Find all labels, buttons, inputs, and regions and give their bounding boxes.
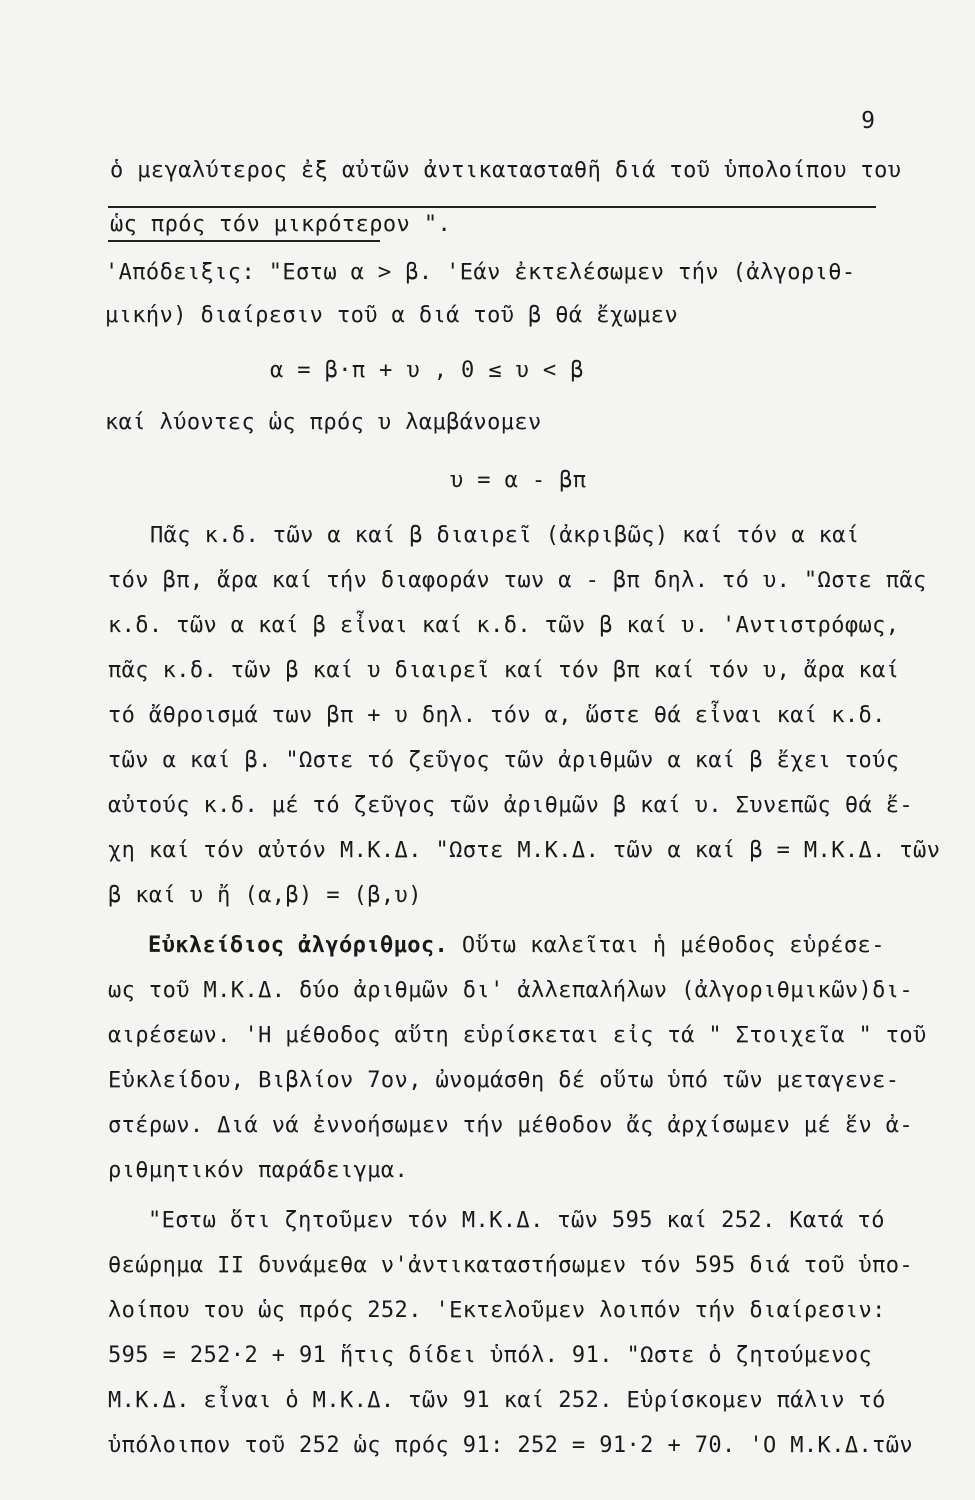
text-line: "Εστω ὅτι ζητοῦμεν τόν Μ.Κ.Δ. τῶν 595 καί 252. Κατά τό bbox=[148, 1208, 885, 1233]
text-line: ὡς πρός τόν μικρότερον ". bbox=[110, 212, 452, 237]
text-line: κ.δ. τῶν α καί β εἶναι καί κ.δ. τῶν β καί υ. 'Αντιστρόφως, bbox=[108, 613, 900, 638]
equation-remainder: υ = α - βπ bbox=[450, 468, 587, 493]
text-line: ὁ μεγαλύτερος ἐξ αὐτῶν ἀντικατασταθῆ διά τοῦ ὑπολοίπου του bbox=[110, 158, 902, 183]
text-line: αιρέσεων. 'Η μέθοδος αὕτη εὑρίσκεται εἰς τά " Στοιχεῖα " τοῦ bbox=[108, 1023, 927, 1048]
text-line: ως τοῦ Μ.Κ.Δ. δύο ἀριθμῶν δι' ἀλλεπαλήλων (ἀλγοριθμικῶν)δι- bbox=[108, 978, 914, 1003]
text-line: θεώρημα ΙΙ δυνάμεθα ν'ἀντικαταστήσωμεν τόν 595 διά τοῦ ὑπο- bbox=[108, 1253, 914, 1278]
text-line: χη καί τόν αὐτόν Μ.Κ.Δ. "Ωστε Μ.Κ.Δ. τῶν α καί β = Μ.Κ.Δ. τῶν bbox=[108, 838, 941, 863]
underline-rule bbox=[108, 240, 380, 242]
text-line: 595 = 252·2 + 91 ἥτις δίδει ὑπόλ. 91. "Ωστε ὁ ζητούμενος bbox=[108, 1343, 873, 1368]
text-line: στέρων. Διά νά ἐννοήσωμεν τήν μέθοδον ἄς ἀρχίσωμεν μέ ἕν ἀ- bbox=[108, 1113, 914, 1138]
text-line: καί λύοντες ὡς πρός υ λαμβάνομεν bbox=[105, 410, 542, 435]
section-heading: Εὐκλείδιος ἀλγόριθμος. bbox=[148, 933, 449, 958]
text-line: τόν βπ, ἄρα καί τήν διαφοράν των α - βπ δηλ. τό υ. "Ωστε πᾶς bbox=[108, 568, 927, 593]
text-line: τό ἄθροισμά των βπ + υ δηλ. τόν α, ὥστε θά εἶναι καί κ.δ. bbox=[108, 703, 886, 728]
text-line: ὑπόλοιπον τοῦ 252 ὡς πρός 91: 252 = 91·2 + 70. 'Ο Μ.Κ.Δ.τῶν bbox=[108, 1433, 914, 1458]
text-line: 'Απόδειξις: "Εστω α > β. 'Εάν ἐκτελέσωμεν τήν (ἀλγοριθ- bbox=[105, 260, 856, 285]
text-line: Εὐκλείδου, Βιβλίον 7ον, ὠνομάσθη δέ οὕτω ὑπό τῶν μεταγενε- bbox=[108, 1068, 900, 1093]
text-line: Πᾶς κ.δ. τῶν α καί β διαιρεῖ (ἀκριβῶς) καί τόν α καί bbox=[150, 523, 860, 548]
text-line: ριθμητικόν παράδειγμα. bbox=[108, 1158, 409, 1183]
text-line: μικήν) διαίρεσιν τοῦ α διά τοῦ β θά ἔχωμεν bbox=[105, 303, 679, 328]
text-line: τῶν α καί β. "Ωστε τό ζεῦγος τῶν ἀριθμῶν α καί β ἔχει τούς bbox=[108, 748, 900, 773]
equation-division: α = β·π + υ , 0 ≤ υ < β bbox=[270, 358, 584, 383]
page-number: 9 bbox=[861, 108, 875, 134]
underline-rule bbox=[108, 206, 876, 208]
text-line: β καί υ ἤ (α,β) = (β,υ) bbox=[108, 883, 422, 908]
text-line: λοίπου του ὡς πρός 252. 'Εκτελοῦμεν λοιπόν τήν διαίρεσιν: bbox=[108, 1298, 886, 1323]
text-line: πᾶς κ.δ. τῶν β καί υ διαιρεῖ καί τόν βπ καί τόν υ, ἄρα καί bbox=[108, 658, 900, 683]
text-line: Μ.Κ.Δ. εἶναι ὁ Μ.Κ.Δ. τῶν 91 καί 252. Εὑρίσκομεν πάλιν τό bbox=[108, 1388, 886, 1413]
text-line: αὐτούς κ.δ. μέ τό ζεῦγος τῶν ἀριθμῶν β καί υ. Συνεπῶς θά ἔ- bbox=[108, 793, 914, 818]
text-segment: Οὕτω καλεῖται ἡ μέθοδος εὑρέσε- bbox=[448, 933, 885, 958]
